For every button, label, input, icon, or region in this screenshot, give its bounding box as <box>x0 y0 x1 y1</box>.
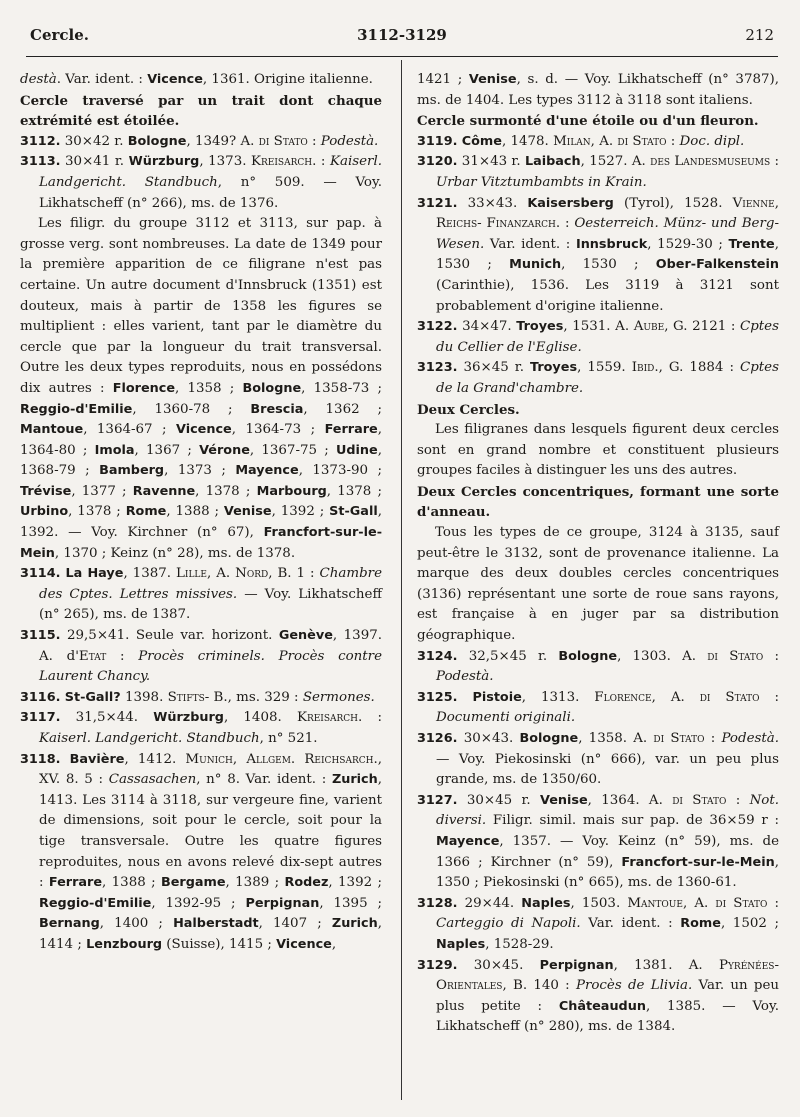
bold-term: Pistoie <box>472 689 522 705</box>
catalog-entry: 3121. 33×43. Kaisersberg (Tyrol), 1528. Vienne, Reichs- Finanzarch. : Oesterreich. Münz- und Berg-Wesen. Var. ident. : Innsbruck, 1529-30 ; Trente, 1530 ; Munich, 1530 ; Ober-Falkenstein (Carinthie), 1536. Les 3119 à 3121 sont probablement d'origine italienne. <box>417 195 779 314</box>
bold-term: Reggio-d'Emilie <box>39 895 152 911</box>
bold-term: Ferrare <box>324 422 378 438</box>
smallcaps-term: Lille, A. Nord <box>176 566 269 582</box>
bold-term: Urbino <box>20 504 69 520</box>
smallcaps-term: Aube <box>633 319 665 335</box>
catalog-entry: 3126. 30×43. Bologne, 1358. A. di Stato : Podestà. — Voy. Piekosinski (n° 666), var. un peu plus grande, ms. de 1350/60. <box>417 731 779 788</box>
bold-term: Lenzbourg <box>86 936 163 952</box>
italic-term: Cptes du Cellier de l'Eglise. <box>436 319 779 355</box>
smallcaps-term: di Stato <box>653 731 705 746</box>
catalog-entry: 3114. La Haye, 1387. Lille, A. Nord, B. 1 : Chambre des Cptes. Lettres missives. — Voy. Likhatscheff (n° 265), ms. de 1387. <box>20 566 382 623</box>
bold-term: 3128. <box>417 895 458 911</box>
bold-term: Ferrare <box>48 875 103 891</box>
smallcaps-term: Vienne, Reichs- Finanzarch. <box>436 195 779 232</box>
column-divider <box>401 60 402 1100</box>
bold-term: Halberstadt <box>173 916 259 932</box>
bold-term: Ober-Falkenstein <box>655 257 779 273</box>
bold-term: Rome <box>680 916 721 932</box>
italic-term: Procès de Llivia. <box>575 978 693 994</box>
bold-term: Naples <box>521 895 571 911</box>
bold-term: 3118. <box>20 751 61 767</box>
bold-term: 3121. <box>417 195 458 211</box>
bold-term: Imola <box>94 442 135 458</box>
catalog-entry: 3119. Côme, 1478. Milan, A. di Stato : Doc. dipl. <box>417 133 745 149</box>
italic-term: Cptes de la Grand'chambre. <box>436 360 779 396</box>
bold-term: 3129. <box>417 957 458 973</box>
section-heading: Deux Cercles concentriques, formant une sorte d'anneau. <box>417 483 779 521</box>
smallcaps-term: di Stato <box>258 133 308 149</box>
bold-term: Florence <box>112 380 176 396</box>
catalog-entry: 3116. St-Gall? 1398. Stifts- B., ms. 329 : Sermones. <box>20 689 375 705</box>
bold-term: Rome <box>125 504 167 520</box>
catalog-entry: 3115. 29,5×41. Seule var. horizont. Genève, 1397. A. d'Etat : Procès criminels. Procès contre Laurent Chancy. <box>20 628 382 685</box>
paragraph: 1421 ; Venise, s. d. — Voy. Likhatscheff (n° 3787), ms. de 1404. Les types 3112 à 3118 sont italiens. <box>417 72 779 108</box>
catalog-entry: 3124. 32,5×45 r. Bologne, 1303. A. di Stato : Podestà. <box>417 648 780 685</box>
section-heading: Cercle surmonté d'une étoile ou d'un fleuron. <box>417 113 759 130</box>
bold-term: 3127. <box>417 792 458 808</box>
bold-term: Trévise <box>20 483 72 499</box>
bold-term: Côme <box>461 133 502 149</box>
bold-term: Innsbruck <box>575 236 648 252</box>
bold-term: Francfort-sur-le-Mein <box>621 854 775 870</box>
smallcaps-term: Etat <box>78 648 107 664</box>
italic-term: Doc. dipl. <box>679 133 745 149</box>
italic-term: destà <box>20 72 57 87</box>
italic-term: Sermones. <box>302 689 375 705</box>
italic-term: Documenti originali. <box>436 710 576 726</box>
bold-term: 3117. <box>20 710 61 726</box>
section-heading: Deux Cercles. <box>417 401 520 418</box>
smallcaps-term: Kreisarch. <box>296 710 363 726</box>
bold-term: Laibach <box>524 154 581 170</box>
bold-term: 3116. <box>20 689 61 705</box>
bold-term: Vicence <box>147 72 203 87</box>
bold-term: Würzburg <box>153 710 224 726</box>
bold-term: Bamberg <box>99 463 165 479</box>
bold-term: 3119. <box>417 133 458 149</box>
catalog-entry: 3125. Pistoie, 1313. Florence, A. di Stato : Documenti originali. <box>417 689 779 726</box>
bold-term: Reggio-d'Emilie <box>20 401 133 417</box>
right-column <box>417 70 779 1038</box>
bold-term: 3115. <box>20 628 61 644</box>
smallcaps-term: di Stato <box>672 792 727 808</box>
smallcaps-term: Mantoue, A. di Stato <box>627 895 768 911</box>
catalog-entry: 3113. 30×41 r. Würzburg, 1373. Kreisarch. : Kaiserl. Landgericht. Standbuch, n° 509. — Voy. Likhatscheff (n° 266), ms. de 1376. <box>20 154 382 211</box>
smallcaps-term: Milan, A. di Stato <box>553 133 667 149</box>
bold-term: Genève <box>278 628 333 644</box>
bold-term: Munich <box>509 257 562 273</box>
body-paragraph: Tous les types de ce groupe, 3124 à 3135, sauf peut-être le 3132, sont de provenance italienne. La marque des deux doubles cercles concentriques (3136) représentant une sorte de roue sans rayons, est française à en juger par sa distribution géographique. <box>417 525 779 644</box>
bold-term: 3112. <box>20 133 61 149</box>
bold-term: Bologne <box>242 380 302 396</box>
smallcaps-term: Stifts <box>167 689 205 705</box>
bold-term: Perpignan <box>539 957 614 973</box>
italic-term: Podestà. <box>320 133 379 149</box>
catalog-entry: 3128. 29×44. Naples, 1503. Mantoue, A. di Stato : Carteggio di Napoli. Var. ident. : Rome, 1502 ; Naples, 1528-29. <box>417 895 780 952</box>
bold-term: Udine <box>335 442 378 458</box>
bold-term: Vicence <box>176 422 232 438</box>
catalog-entry: 3118. Bavière, 1412. Munich, Allgem. Reichsarch., XV. 8. 5 : Cassasachen, n° 8. Var. ident. : Zurich, 1413. Les 3114 à 3118, sur vergeure fine, varient de dimensions, soit pour le cercle, soit pour la tige transversale. Outre les quatre figures reproduites, nous en avons relevé dix-sept autres : Ferrare, 1388 ; Bergame, 1389 ; Rodez, 1392 ; Reggio-d'Emilie, 1392-95 ; Perpignan, 1395 ; Bernang, 1400 ; Halberstadt, 1407 ; Zurich, 1414 ; Lenzbourg (Suisse), 1415 ; Vicence, <box>20 751 383 952</box>
paragraph: destà. Var. ident. : Vicence, 1361. Origine italienne. <box>20 72 373 87</box>
italic-term: Cassasachen <box>108 772 197 788</box>
smallcaps-term: Munich, Allgem. Reichsarch. <box>185 751 378 767</box>
bold-term: Perpignan <box>245 895 320 911</box>
bold-term: 3123. <box>417 360 458 376</box>
bold-term: Venise <box>223 504 272 520</box>
section-heading: Cercle traversé par un trait dont chaque extrémité est étoilée. <box>20 92 382 130</box>
italic-term: Chambre des Cptes. Lettres missives. <box>39 566 382 602</box>
italic-term: Oesterreich. Münz- und Berg-Wesen. <box>436 216 779 252</box>
page-number: 212 <box>745 26 774 44</box>
bold-term: Troyes <box>530 360 578 376</box>
smallcaps-term: Ibid. <box>631 360 659 376</box>
catalog-entry: 3120. 31×43 r. Laibach, 1527. A. des Landesmuseums : Urbar Vitztumbambts in Krain. <box>417 154 779 190</box>
bold-term: La Haye <box>65 566 124 582</box>
italic-term: Carteggio di Napoli. <box>436 916 581 932</box>
smallcaps-term: di Stato <box>707 648 764 664</box>
bold-term: Mantoue <box>20 422 84 438</box>
bold-term: Mayence <box>235 463 299 479</box>
catalog-entry: 3127. 30×45 r. Venise, 1364. A. di Stato : Not. diversi. Filigr. simil. mais sur pap. de 36×59 r : Mayence, 1357. — Voy. Keinz (n° 59), ms. de 1366 ; Kirchner (n° 59), Francfort-sur-le-Mein, 1350 ; Piekosinski (n° 665), ms. de 1360-61. <box>417 792 779 891</box>
smallcaps-term: Pyrénées-Orientales <box>436 957 779 994</box>
bold-term: Mayence <box>436 833 500 849</box>
bold-term: St-Gall? <box>64 689 121 705</box>
bold-term: 3120. <box>417 154 458 170</box>
bold-term: 3126. <box>417 731 458 746</box>
bold-term: 3124. <box>417 648 458 664</box>
bold-term: Châteaudun <box>558 998 646 1014</box>
bold-term: 3125. <box>417 689 458 705</box>
bold-term: Zurich <box>331 916 378 932</box>
bold-term: Bergame <box>160 875 226 891</box>
italic-term: Procès criminels. Procès contre Laurent Chancy. <box>39 648 382 685</box>
catalog-entry: 3123. 36×45 r. Troyes, 1559. Ibid., G. 1884 : Cptes de la Grand'chambre. <box>417 360 779 396</box>
italic-term: Kaiserl. Landgericht. Standbuch <box>39 731 260 746</box>
running-header <box>30 26 774 54</box>
italic-term: Not. diversi. <box>436 792 779 829</box>
bold-term: Venise <box>468 72 517 87</box>
catalog-entry: 3129. 30×45. Perpignan, 1381. A. Pyrénées-Orientales, B. 140 : Procès de Llivia. Var. un peu plus petite : Châteaudun, 1385. — Voy. Likhatscheff (n° 280), ms. de 1384. <box>417 957 780 1035</box>
bold-term: Würzburg <box>128 154 200 170</box>
catalog-entry: 3117. 31,5×44. Würzburg, 1408. Kreisarch. : Kaiserl. Landgericht. Standbuch, n° 521. <box>20 710 383 746</box>
bold-term: Bologne <box>558 648 618 664</box>
body-paragraph: Les filigranes dans lesquels figurent deux cercles sont en grand nombre et constituent plusieurs groupes faciles à distinguer les uns des autres. <box>417 422 779 479</box>
bold-term: Bernang <box>39 916 100 932</box>
catalog-entry: 3112. 30×42 r. Bologne, 1349? A. di Stato : Podestà. <box>20 133 379 149</box>
bold-term: Marbourg <box>256 483 327 499</box>
bold-term: St-Gall <box>329 504 378 520</box>
bold-term: Vicence <box>276 936 332 952</box>
italic-term: Urbar Vitztumbambts in Krain. <box>436 174 647 190</box>
header-rule <box>26 56 778 57</box>
bold-term: Vérone <box>199 442 250 458</box>
smallcaps-term: des Landesmuseums <box>650 154 771 170</box>
bold-term: Zurich <box>331 772 378 788</box>
bold-term: Brescia <box>250 401 304 417</box>
bold-term: Bologne <box>127 133 187 149</box>
smallcaps-term: Kreisarch. <box>251 154 317 170</box>
left-column <box>20 70 382 956</box>
bold-term: Venise <box>539 792 588 808</box>
smallcaps-term: Florence, A. di Stato <box>594 689 760 705</box>
bold-term: 3122. <box>417 319 458 335</box>
body-paragraph: Les filigr. du groupe 3112 et 3113, sur pap. à grosse verg. sont nombreuses. La date de 1349 pour la première apparition de ce filigrane n'est pas certaine. Un autre document d'Innsbruck (1351) est douteux, mais à partir de 1358 les figures se multiplient : elles varient, tant par le diamètre du cercle que par la longueur du trait transversal. Outre les deux types reproduits, nous en possédons dix autres : Florence, 1358 ; Bologne, 1358-73 ; Reggio-d'Emilie, 1360-78 ; Brescia, 1362 ; Mantoue, 1364-67 ; Vicence, 1364-73 ; Ferrare, 1364-80 ; Imola, 1367 ; Vérone, 1367-75 ; Udine, 1368-79 ; Bamberg, 1373 ; Mayence, 1373-90 ; Trévise, 1377 ; Ravenne, 1378 ; Marbourg, 1378 ; Urbino, 1378 ; Rome, 1388 ; Venise, 1392 ; St-Gall, 1392. — Voy. Kirchner (n° 67), Francfort-sur-le-Mein, 1370 ; Keinz (n° 28), ms. de 1378. <box>20 216 383 561</box>
catalog-entry: 3122. 34×47. Troyes, 1531. A. Aube, G. 2121 : Cptes du Cellier de l'Eglise. <box>417 319 779 355</box>
bold-term: Troyes <box>516 319 564 335</box>
italic-term: Kaiserl. Landgericht. Standbuch <box>39 154 382 190</box>
bold-term: Naples <box>436 936 486 952</box>
bold-term: Francfort-sur-le-Mein <box>20 525 382 561</box>
italic-term: Podestà. <box>436 669 494 685</box>
bold-term: Bavière <box>69 751 125 767</box>
header-section-title: Cercle. <box>30 26 89 44</box>
header-number-range: 3112-3129 <box>357 26 447 44</box>
bold-term: Trente <box>728 236 775 252</box>
bold-term: Rodez <box>284 875 329 891</box>
bold-term: Kaisersberg <box>527 195 614 211</box>
bold-term: 3114. <box>20 566 61 582</box>
bold-term: 3113. <box>20 154 61 170</box>
bold-term: Ravenne <box>132 483 196 499</box>
italic-term: Podestà. <box>721 731 779 746</box>
bold-term: Bologne <box>519 731 579 746</box>
